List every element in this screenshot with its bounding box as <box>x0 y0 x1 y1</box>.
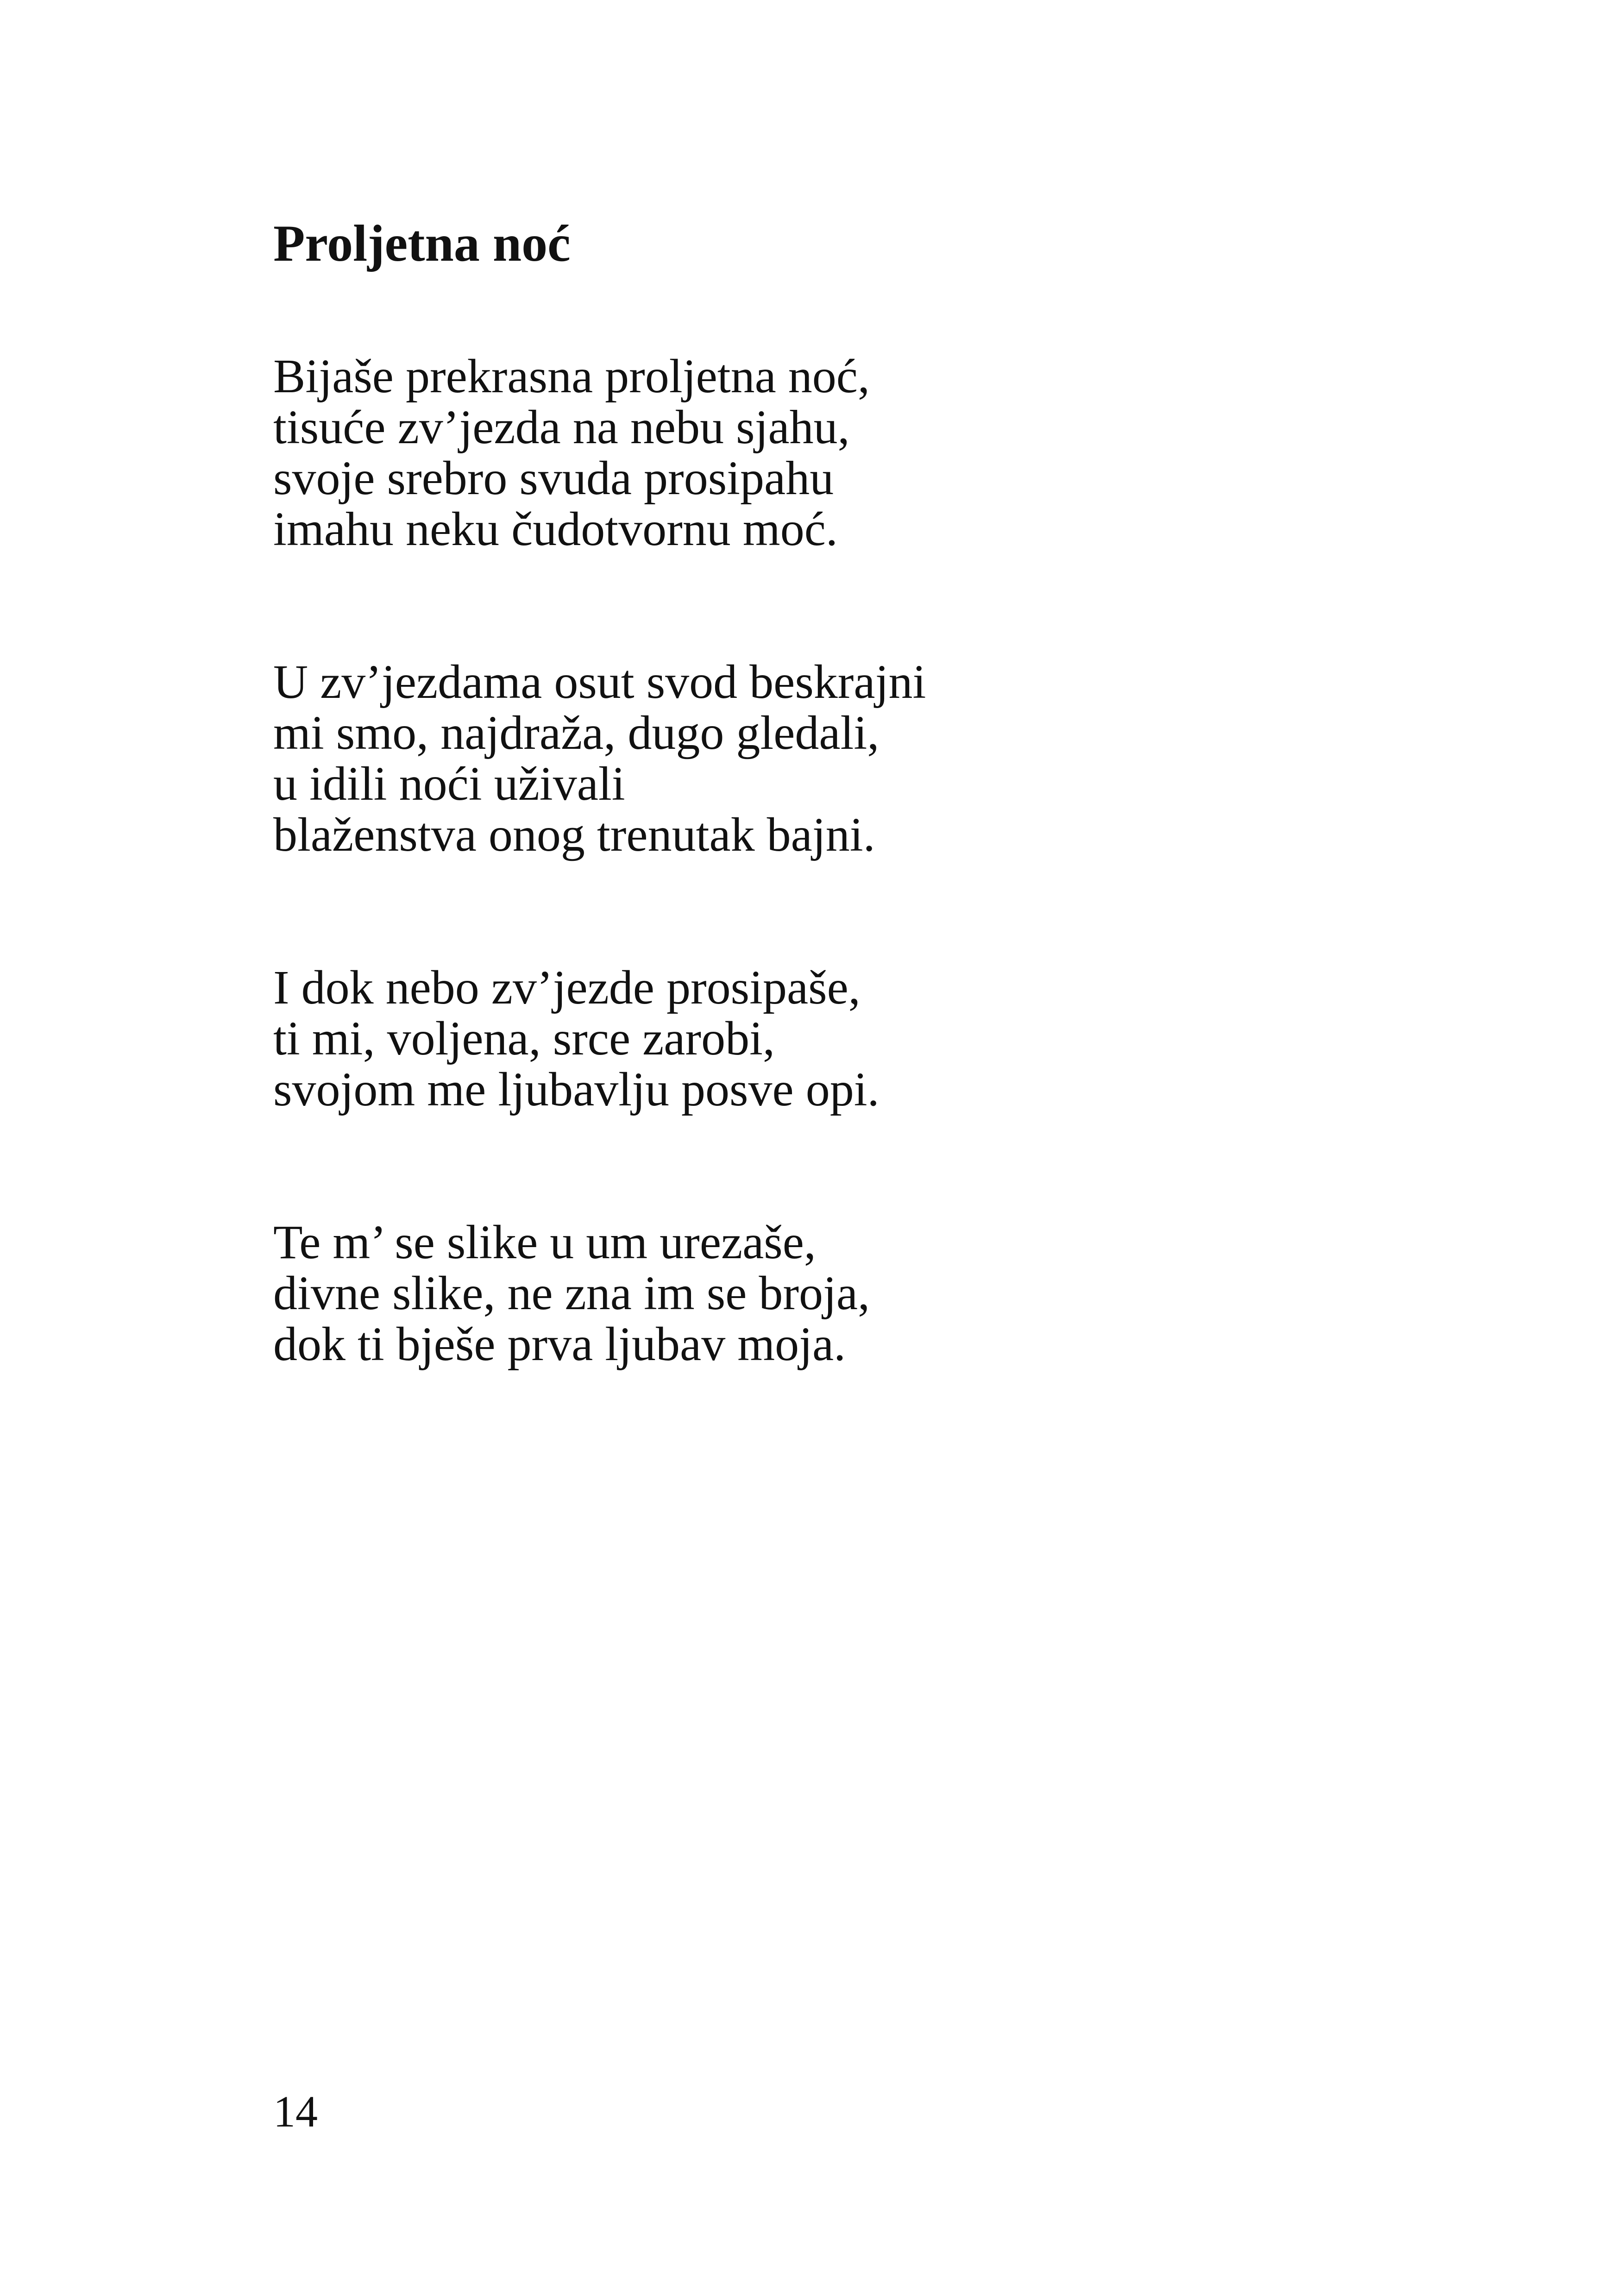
verse-line: U zv’jezdama osut svod beskrajni <box>273 655 926 709</box>
poem-title: Proljetna noć <box>273 215 571 272</box>
verse-line: divne slike, ne zna im se broja, <box>273 1267 870 1320</box>
verse-line: I dok nebo zv’jezde prosipaše, <box>273 961 861 1014</box>
stanza-2 <box>273 657 1385 860</box>
verse-line: Bijaše prekrasna proljetna noć, <box>273 350 870 403</box>
verse-line: mi smo, najdraža, dugo gledali, <box>273 706 880 759</box>
verse-line: u idili noći uživali <box>273 757 625 810</box>
stanza-4 <box>273 1217 1385 1370</box>
verse-line: svojom me ljubavlju posve opi. <box>273 1063 880 1116</box>
stanza-1 <box>273 351 1385 555</box>
verse-line: ti mi, voljena, srce zarobi, <box>273 1012 775 1065</box>
verse-line: Te m’ se slike u um urezaše, <box>273 1216 816 1269</box>
verse-line: svoje srebro svuda prosipahu <box>273 452 834 505</box>
stanza-3 <box>273 962 1385 1115</box>
verse-line: imahu neku čudotvornu moć. <box>273 502 838 556</box>
verse-line: dok ti bješe prva ljubav moja. <box>273 1317 846 1371</box>
verse-line: tisuće zv’jezda na nebu sjahu, <box>273 401 850 454</box>
page-number: 14 <box>273 2087 318 2136</box>
poem-body <box>273 351 1385 1370</box>
verse-line: blaženstva onog trenutak bajni. <box>273 808 875 861</box>
